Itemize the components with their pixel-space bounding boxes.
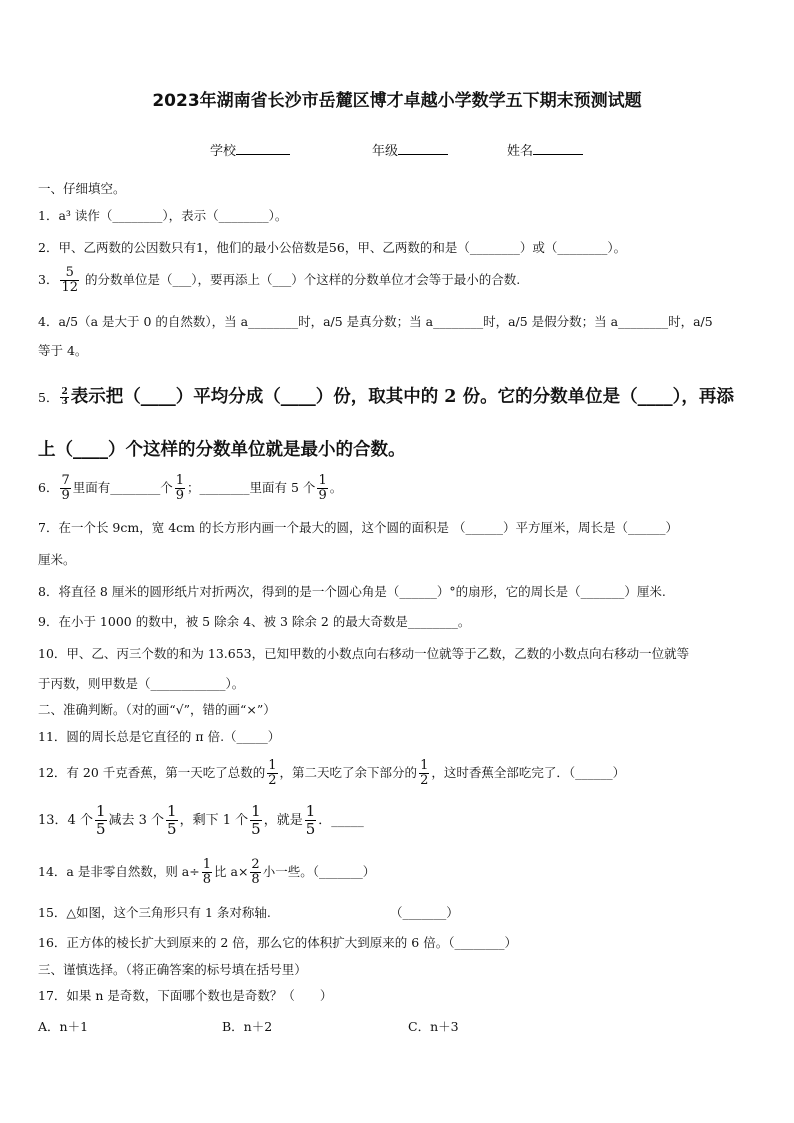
question-8: 8．将直径 8 厘米的圆形纸片对折两次，得到的是一个圆心角是（______）°的扇形，它的周长是（_______）厘米. xyxy=(38,584,666,599)
question-6: 6． $\frac{7}{9}$ 里面有________个 $\frac{1}{9}$ ；________里面有 5 个 $\frac{1}{9}$ 。 xyxy=(38,473,343,503)
fraction: $\frac{7}{9}$ xyxy=(61,473,70,503)
option-c: C．n＋3 xyxy=(408,1019,459,1034)
option-b: B．n＋2 xyxy=(222,1019,273,1034)
fraction: $\frac{5}{12}$ xyxy=(61,265,78,295)
question-16: 16．正方体的棱长扩大到原来的 2 倍，那么它的体积扩大到原来的 6 倍。（________） xyxy=(38,935,517,950)
fraction: $\frac{2}{8}$ xyxy=(251,857,260,887)
question-2: 2．甲、乙两数的公因数只有1，他们的最小公倍数是56，甲、乙两数的和是（________）或（________）。 xyxy=(38,240,627,255)
question-15-blank: （_______） xyxy=(390,905,459,920)
fraction: $\frac{2}{3}$ xyxy=(61,387,68,407)
option-a: A．n＋1 xyxy=(38,1019,89,1034)
question-12: 12．有 20 千克香蕉，第一天吃了总数的 $\frac{1}{2}$ ，第二天吃了余下部分的 $\frac{1}{2}$ ，这时香蕉全部吃完了．（______） xyxy=(38,758,626,788)
name-label: 姓名 xyxy=(507,144,534,159)
grade-blank xyxy=(398,142,448,155)
question-13: 13．4 个 $\frac{1}{5}$ 减去 3 个 $\frac{1}{5}$ ，剩下 1 个 $\frac{1}{5}$ ，就是 $\frac{1}{5}$ ．_____ xyxy=(38,802,364,838)
question-10-line-1: 10．甲、乙、丙三个数的和为 13.653，已知甲数的小数点向右移动一位就等于乙数，乙数的小数点向右移动一位就等 xyxy=(38,646,690,661)
question-17: 17．如果 n 是奇数，下面哪个数也是奇数？（ ） xyxy=(38,988,333,1003)
page-title: 2023年湖南省长沙市岳麓区博才卓越小学数学五下期末预测试题 xyxy=(152,91,642,111)
grade-field xyxy=(372,140,448,159)
question-9: 9．在小于 1000 的数中，被 5 除余 4、被 3 除余 2 的最大奇数是________。 xyxy=(38,614,471,629)
question-4-line-1: 4．a/5（a 是大于 0 的自然数），当 a________时，a/5 是真分数；当 a________时，a/5 是假分数；当 a________时，a/5 xyxy=(38,314,713,329)
question-5-line-1: 5． $\frac{2}{3}$ 表示把（____）平均分成（____）份，取其中的 2 份。它的分数单位是（____），再添 xyxy=(38,387,734,407)
fraction: $\frac{1}{5}$ xyxy=(251,802,261,838)
question-5-line-2: 上（____）个这样的分数单位就是最小的合数。 xyxy=(38,440,406,460)
question-7-line-1: 7．在一个长 9cm，宽 4cm 的长方形内画一个最大的圆，这个圆的面积是 （______）平方厘米，周长是（______） xyxy=(38,520,678,535)
question-11: 11．圆的周长总是它直径的 π 倍.（_____） xyxy=(38,729,281,744)
fraction: $\frac{1}{9}$ xyxy=(175,473,185,503)
section-2-heading: 二、准确判断。（对的画“√”，错的画“×”） xyxy=(38,702,276,717)
fraction: $\frac{1}{2}$ xyxy=(420,758,429,788)
fraction: $\frac{1}{5}$ xyxy=(167,802,177,838)
school-blank xyxy=(236,142,290,155)
question-15: 15．△如图，这个三角形只有 1 条对称轴. xyxy=(38,905,271,920)
fraction: $\frac{1}{9}$ xyxy=(318,473,327,503)
name-blank xyxy=(533,142,583,155)
school-label: 学校 xyxy=(210,144,237,159)
question-14: 14．a 是非零自然数，则 a÷ $\frac{1}{8}$ 比 a× $\frac{2}{8}$ 小一些。（_______） xyxy=(38,857,376,887)
fraction: $\frac{1}{2}$ xyxy=(268,758,277,788)
section-1-heading: 一、仔细填空。 xyxy=(38,181,126,196)
fraction: $\frac{1}{5}$ xyxy=(305,802,316,838)
fraction: $\frac{1}{8}$ xyxy=(202,857,212,887)
fraction: $\frac{1}{5}$ xyxy=(95,802,106,838)
school-field xyxy=(210,140,290,159)
question-7-line-2: 厘米。 xyxy=(38,552,76,567)
question-1: 1．a³ 读作（________），表示（________）。 xyxy=(38,208,288,223)
grade-label: 年级 xyxy=(372,144,399,159)
question-4-line-2: 等于 4。 xyxy=(38,343,88,358)
question-3: 3． $\frac{5}{12}$ 的分数单位是（___），要再添上（___）个这样的分数单位才会等于最小的合数. xyxy=(38,265,521,295)
section-3-heading: 三、谨慎选择。（将正确答案的标号填在括号里） xyxy=(38,962,307,977)
question-10-line-2: 于丙数，则甲数是（____________）。 xyxy=(38,676,245,691)
name-field xyxy=(507,140,583,159)
